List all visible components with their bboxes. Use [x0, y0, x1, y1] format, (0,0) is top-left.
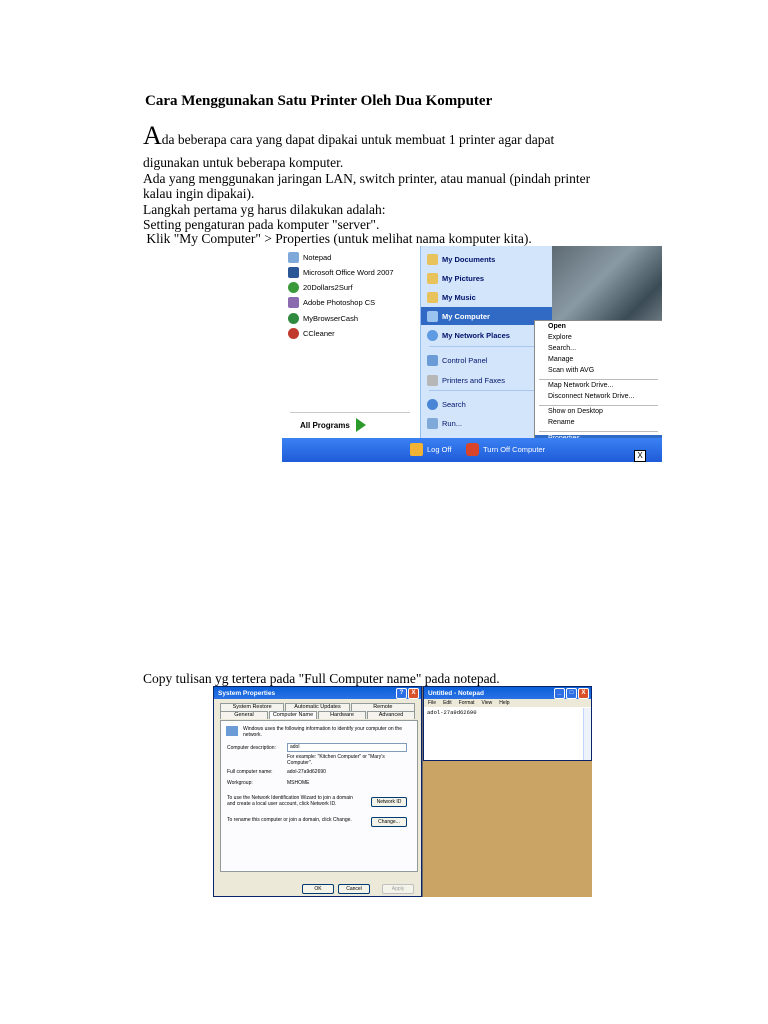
tab-computer-name[interactable]: Computer Name: [269, 711, 317, 719]
computer-name-panel: [220, 720, 418, 872]
ctx-manage[interactable]: Manage: [548, 356, 574, 363]
power-icon: [466, 443, 479, 456]
intro-text: Windows uses the following information to identify your computer on the network.: [243, 726, 402, 738]
network-icon: [427, 330, 438, 341]
maximize-button[interactable]: □: [566, 688, 577, 699]
start-menu-screenshot: [282, 246, 662, 462]
tab-row-bottom: [220, 711, 416, 719]
ctx-show-desktop[interactable]: Show on Desktop: [548, 408, 603, 415]
close-icon[interactable]: X: [634, 450, 646, 462]
start-item-run[interactable]: Run...: [427, 414, 547, 432]
browsercash-icon: [288, 313, 299, 324]
ctx-disconnect-drive[interactable]: Disconnect Network Drive...: [548, 393, 635, 400]
ctx-divider: [539, 431, 658, 432]
desktop-background: [423, 761, 592, 897]
tab-remote[interactable]: Remote: [351, 703, 415, 711]
paragraph-4: Setting pengaturan pada komputer "server".: [143, 217, 380, 232]
menu-format[interactable]: Format: [458, 700, 475, 706]
tab-general[interactable]: General: [220, 711, 268, 719]
cancel-button[interactable]: Cancel: [338, 884, 370, 894]
surf-icon: [288, 282, 299, 293]
divider: [290, 412, 410, 413]
help-button[interactable]: ?: [396, 688, 407, 699]
start-item-20dollars2surf[interactable]: 20Dollars2Surf: [288, 280, 353, 294]
ctx-divider: [539, 405, 658, 406]
divider: [429, 346, 549, 347]
key-icon: [410, 443, 423, 456]
ctx-search[interactable]: Search...: [548, 345, 577, 352]
close-button[interactable]: X: [408, 688, 419, 699]
paragraph-1-line-1: da beberapa cara yang dapat dipakai untuk membuat 1 printer agar dapat: [161, 132, 555, 147]
notepad-title: Untitled - Notepad: [428, 689, 484, 697]
start-item-my-pictures[interactable]: My Pictures: [427, 269, 547, 287]
folder-icon: [427, 292, 438, 303]
notepad-text-area[interactable]: adol-27a9d62690: [427, 709, 477, 716]
apply-button[interactable]: Apply: [382, 884, 414, 894]
start-item-word[interactable]: Microsoft Office Word 2007: [288, 265, 394, 279]
menu-edit[interactable]: Edit: [443, 700, 452, 706]
paragraph-1-line-2: digunakan untuk beberapa komputer.: [143, 155, 344, 170]
computer-icon: [226, 726, 238, 736]
example-text: For example: "Kitchen Computer" or "Mary's Computer".: [287, 754, 385, 766]
computer-description-input[interactable]: adol: [287, 743, 407, 752]
start-item-my-computer[interactable]: My Computer: [421, 307, 553, 325]
tab-hardware[interactable]: Hardware: [318, 711, 366, 719]
start-item-ccleaner[interactable]: CCleaner: [288, 326, 335, 340]
arrow-right-icon: [356, 418, 366, 432]
ok-button[interactable]: OK: [302, 884, 334, 894]
notepad-titlebar: [424, 687, 591, 699]
photoshop-icon: [288, 297, 299, 308]
scrollbar[interactable]: [583, 708, 591, 760]
description-label: Computer description:: [227, 745, 276, 751]
search-icon: [427, 399, 438, 410]
word-icon: [288, 267, 299, 278]
change-button[interactable]: Change...: [371, 817, 407, 827]
workgroup-value: MSHOME: [287, 780, 310, 786]
tab-advanced[interactable]: Advanced: [367, 711, 415, 719]
workgroup-label: Workgroup:: [227, 780, 253, 786]
paragraph-2-line-1: Ada yang menggunakan jaringan LAN, switch printer, atau manual (pindah printer: [143, 171, 591, 186]
start-item-control-panel[interactable]: Control Panel: [427, 351, 547, 369]
menu-file[interactable]: File: [428, 700, 437, 706]
divider: [429, 390, 549, 391]
paragraph-2-line-2: kalau ingin dipakai).: [143, 186, 255, 201]
start-item-photoshop[interactable]: Adobe Photoshop CS: [288, 295, 375, 309]
context-menu: [534, 320, 662, 450]
start-item-search[interactable]: Search: [427, 395, 547, 413]
paragraph-5: Klik "My Computer" > Properties (untuk melihat nama komputer kita).: [143, 231, 532, 246]
menu-view[interactable]: View: [481, 700, 493, 706]
log-off-button[interactable]: Log Off: [410, 443, 451, 456]
paragraph-3: Langkah pertama yg harus dilakukan adalah:: [143, 202, 386, 217]
start-menu-bottom-bar: [282, 438, 662, 462]
ctx-open[interactable]: Open: [548, 323, 566, 330]
ctx-scan-avg[interactable]: Scan with AVG: [548, 367, 595, 374]
network-id-text: To use the Network Identification Wizard to join a domain and create a local user account, click Network ID.: [227, 795, 353, 807]
start-menu-left-pane: [282, 246, 420, 438]
close-button[interactable]: X: [578, 688, 589, 699]
page-title: Cara Menggunakan Satu Printer Oleh Dua Komputer: [145, 93, 493, 109]
folder-icon: [427, 254, 438, 265]
ctx-explore[interactable]: Explore: [548, 334, 572, 341]
all-programs-button[interactable]: All Programs: [300, 418, 366, 432]
drop-cap: A: [143, 121, 162, 150]
tab-automatic-updates[interactable]: Automatic Updates: [285, 703, 349, 711]
system-properties-window: [213, 686, 422, 897]
notepad-icon: [288, 252, 299, 263]
network-id-button[interactable]: Network ID: [371, 797, 407, 807]
start-item-notepad[interactable]: Notepad: [288, 250, 331, 264]
start-item-my-documents[interactable]: My Documents: [427, 250, 547, 268]
notepad-window: [423, 686, 592, 761]
start-item-printers-faxes[interactable]: Printers and Faxes: [427, 371, 547, 389]
minimize-button[interactable]: _: [554, 688, 565, 699]
system-properties-screenshot: [213, 686, 593, 897]
tab-row-top: [220, 703, 416, 711]
rename-text: To rename this computer or join a domain, click Change.: [227, 817, 352, 823]
computer-icon: [427, 311, 438, 322]
paragraph-6: Copy tulisan yg tertera pada "Full Computer name" pada notepad.: [143, 671, 500, 686]
ctx-divider: [539, 379, 658, 380]
paragraph-1: [143, 121, 555, 150]
system-properties-titlebar: System Properties ? X: [214, 687, 421, 699]
full-name-value: adol-27a9d62690: [287, 769, 326, 775]
ctx-rename[interactable]: Rename: [548, 419, 575, 426]
run-icon: [427, 418, 438, 429]
control-panel-icon: [427, 355, 438, 366]
start-item-my-music[interactable]: My Music: [427, 288, 547, 306]
full-name-label: Full computer name:: [227, 769, 273, 775]
folder-icon: [427, 273, 438, 284]
menu-help[interactable]: Help: [499, 700, 510, 706]
ccleaner-icon: [288, 328, 299, 339]
turn-off-button[interactable]: Turn Off Computer: [466, 443, 545, 456]
start-item-my-network-places[interactable]: My Network Places: [427, 326, 547, 344]
notepad-menubar: [424, 699, 591, 707]
ctx-map-drive[interactable]: Map Network Drive...: [548, 382, 614, 389]
start-item-mybrowsercash[interactable]: MyBrowserCash: [288, 311, 358, 325]
tab-system-restore[interactable]: System Restore: [220, 703, 284, 711]
printer-icon: [427, 375, 438, 386]
